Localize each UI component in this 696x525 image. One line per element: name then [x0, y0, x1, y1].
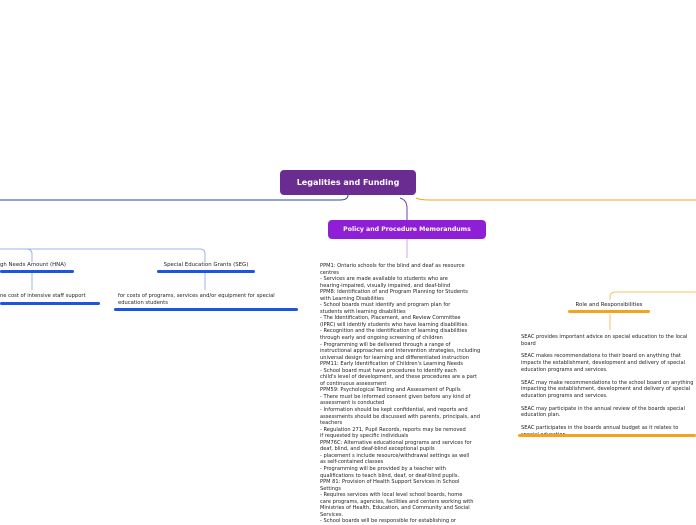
- seg-note-underline: [114, 308, 298, 311]
- ppm-line: - Information should be kept confidential, and reports and: [320, 407, 468, 414]
- ppm-line: - The Identification, Placement, and Review Committee: [320, 315, 461, 322]
- roles-topic[interactable]: [568, 302, 650, 308]
- ppm-line: teachers: [320, 420, 343, 427]
- ppm-line: - Recognition and the identification of learning disabilities: [320, 328, 468, 335]
- ppm-line: if requested by specific individuals: [320, 433, 409, 440]
- seg-topic-label: Special Education Grants (SEG): [163, 262, 249, 268]
- ppm-line: - Services are made available to students who are: [320, 276, 448, 283]
- connector-hna: [26, 249, 32, 262]
- seac-paragraph: SEAC provides important advice on special education to the local board: [521, 334, 688, 347]
- connector-root-policy: [400, 198, 407, 220]
- ppm-line: - School board must have procedures to identify each: [320, 367, 457, 374]
- ppm-line: - Regulation 271, Pupil Records, reports may be removed: [320, 426, 466, 433]
- ppm-line: students with learning disabilities: [320, 308, 406, 315]
- ppm-line: - School boards will be responsible for establishing or: [320, 518, 456, 525]
- ppm-line: - placement s include resource/withdrawal settings as well: [320, 452, 470, 459]
- root-node-label: Legalities and Funding: [296, 178, 400, 187]
- ppm-line: - Programming will be provided by a teacher with: [320, 465, 446, 472]
- ppm-line: PPM1: Ontario schools for the blind and deaf as resource: [320, 263, 465, 269]
- root-node[interactable]: [280, 170, 416, 195]
- ppm-line: universal design for learning and differentiated instruction: [320, 354, 469, 361]
- policy-node-label: Policy and Procedure Memorandums: [343, 226, 471, 233]
- seac-paragraph: SEAC may make recommendations to the school board on anything impacting the establishment, development and delivery of special education programs and services.: [521, 379, 694, 399]
- ppm-line: hearing-impaired, visually impaired, and deaf-blind: [320, 282, 451, 289]
- policy-node[interactable]: [328, 220, 486, 239]
- connector-right-roles: [610, 292, 696, 300]
- ppm-line: (IPRC) will identify students who have learning disabilities.: [320, 321, 469, 328]
- roles-topic-label: Role and Responsibilities: [575, 302, 643, 308]
- ppm-line: instructional approaches and intervention strategies, including: [320, 348, 481, 355]
- ppm-line: Services.: [320, 511, 344, 518]
- ppm-line: PPM59: Psychological Testing and Assessment of Pupils: [320, 387, 461, 394]
- ppm-line: PPM8: Identification of and Program Planning for Students: [320, 289, 468, 296]
- ppm-line: assessment is conducted: [320, 400, 385, 407]
- ppm-line: PPM 81: Provision of Health Support Services in School: [320, 479, 460, 486]
- connector-root-right: [416, 198, 696, 200]
- hna-topic[interactable]: [0, 262, 70, 268]
- seg-topic[interactable]: [157, 262, 255, 268]
- ppm-line: - Requires services with local level school boards, home: [320, 492, 463, 499]
- ppm-line: PPM76C: Alternative educational programs and services for: [320, 439, 472, 446]
- hna-underline: [0, 270, 74, 273]
- seg-underline: [157, 270, 255, 273]
- hna-topic-label: gh Needs Amount (HNA): [0, 262, 67, 268]
- ppm-line: child's level of development, and these procedures are a part: [320, 374, 477, 381]
- ppm-line: qualifications to teach blind, deaf, or deaf-blind pupils.: [320, 472, 460, 479]
- hna-note: ne cost of intensive staff support: [0, 293, 86, 299]
- ppm-line: Settings: [320, 485, 341, 492]
- seac-paragraph: SEAC makes recommendations to their board on anything that impacts the establishment, development and delivery of special education programs and services.: [521, 353, 685, 373]
- ppm-line: as self-contained classes: [320, 459, 384, 466]
- ppm-line: Ministries of Health, Education, and Community and Social: [320, 505, 470, 512]
- ppm-line: of continuous assessment: [320, 380, 387, 387]
- seac-paragraph: SEAC participates in the boards annual budget as it relates to: [521, 425, 679, 432]
- ppm-line: deaf, blind, and deaf-blind exceptional pupils: [320, 446, 435, 453]
- connector-root-left: [0, 195, 348, 200]
- ppm-text-block: [320, 263, 500, 525]
- seac-underline: [518, 434, 696, 437]
- ppm-line: care programs, agencies, facilities and centers working with: [320, 498, 474, 505]
- ppm-line: - School boards must identify and program plan for: [320, 302, 451, 309]
- ppm-line: assessments should be discussed with parents, principals, and: [320, 413, 481, 420]
- ppm-line: PPM11: Early Identification of Children's Learning Needs: [320, 361, 463, 368]
- ppm-line: centres: [320, 269, 339, 276]
- roles-underline: [568, 310, 650, 313]
- hna-note-underline: [0, 302, 100, 305]
- ppm-line: - Programming will be delivered through a range of: [320, 341, 451, 348]
- ppm-line: through early and ongoing screening of children: [320, 335, 443, 342]
- seac-text-block: [521, 334, 696, 445]
- ppm-line: - There must be informed consent given before any kind of: [320, 393, 471, 400]
- seg-note: for costs of programs, services and/or equipment for special education students: [118, 293, 275, 306]
- seac-paragraph: SEAC may participate in the annual review of the boards special education plan.: [521, 405, 685, 419]
- ppm-line: with Learning Disabilities: [320, 295, 384, 302]
